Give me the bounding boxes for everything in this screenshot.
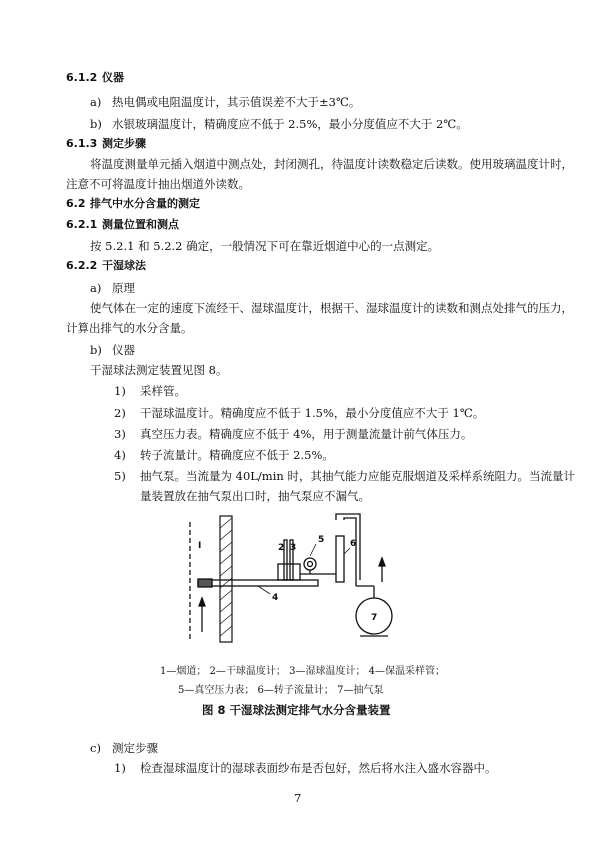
heading-number: 6.2.2	[66, 259, 98, 272]
figure-legend-line-2: 5—真空压力表； 6—转子流量计； 7—抽气泵	[178, 685, 384, 696]
figure-legend-line-1: 1—烟道； 2—干球温度计； 3—湿球温度计； 4—保温采样管；	[160, 666, 445, 677]
heading-number: 6.2	[66, 197, 86, 210]
heading-6-2-1	[66, 217, 179, 233]
heading-number: 6.2.1	[66, 218, 98, 231]
heading-number: 6.1.3	[66, 137, 98, 150]
item-text: 仪器	[112, 343, 135, 357]
item-label: 3)	[114, 427, 126, 441]
device-item-3	[114, 426, 472, 442]
heading-6-1-2	[66, 70, 124, 86]
heading-title: 测量位置和测点	[102, 218, 179, 231]
item-6-1-2-a	[90, 94, 360, 110]
item-label: 1)	[114, 761, 126, 775]
paragraph-line: 将温度测量单元插入烟道中测点处，封闭测孔，待温度计读数稳定后读数。使用玻璃温度计时，	[90, 157, 573, 171]
item-text: 热电偶或电阻温度计，其示值误差不大于±3℃。	[112, 95, 361, 109]
item-text: 原理	[112, 281, 135, 295]
heading-title: 测定步骤	[102, 137, 146, 150]
apparatus-diagram	[178, 510, 438, 660]
item-6-1-2-b	[90, 116, 468, 132]
dry-bulb-thermometer	[284, 540, 287, 580]
paragraph-line: 干湿球法测定装置见图 8。	[90, 363, 228, 377]
rotameter	[336, 536, 344, 582]
heading-number: 6.1.2	[66, 71, 98, 84]
item-text: 转子流量计。精确度应不低于 2.5%。	[140, 448, 334, 462]
figure-label-3: 3	[290, 543, 297, 553]
item-label: a)	[90, 281, 102, 295]
paragraph-line: 使气体在一定的速度下流经干、湿球温度计，根据干、湿球温度计的读数和测点处排气的压力，	[90, 301, 573, 315]
item-label: b)	[90, 343, 102, 357]
figure-label-7: 7	[371, 613, 378, 623]
item-text: 抽气泵。当流量为 40L/min 时，其抽气能力应能克服烟道及采样系统阻力。当流量计	[140, 469, 575, 483]
device-item-5	[114, 468, 575, 484]
figure-label-2: 2	[278, 543, 285, 553]
item-text: 采样管。	[140, 384, 186, 398]
device-item-1	[114, 383, 186, 399]
item-6-2-2-b	[90, 342, 135, 358]
heading-6-2	[66, 196, 200, 212]
figure-caption: 图 8 干湿球法测定排气水分含量装置	[202, 703, 391, 717]
item-label: a)	[90, 95, 102, 109]
paragraph-line: 注意不可将温度计抽出烟道外读数。	[66, 177, 250, 191]
item-text: 检查湿球温度计的湿球表面纱布是否包好，然后将水注入盛水容器中。	[140, 761, 497, 775]
step-1	[114, 760, 497, 776]
item-6-2-2-c	[90, 740, 158, 756]
paragraph-line: 计算出排气的水分含量。	[66, 321, 193, 335]
thermometer-housing	[278, 564, 300, 580]
figure-label-6: 6	[350, 539, 357, 549]
sampling-probe	[198, 580, 318, 586]
figure-label-1: Ⅰ	[198, 541, 202, 551]
wall-hatching	[220, 518, 232, 636]
heading-6-2-2	[66, 258, 146, 274]
paragraph-line: 按 5.2.1 和 5.2.2 确定，一般情况下可在靠近烟道中心的一点测定。	[90, 239, 440, 253]
heading-title: 干湿球法	[102, 259, 146, 272]
heading-6-1-3	[66, 136, 146, 152]
figure-label-5: 5	[318, 535, 325, 545]
item-label: c)	[90, 741, 101, 755]
item-label: 2)	[114, 406, 126, 420]
page-number: 7	[294, 791, 302, 805]
item-text: 干湿球温度计。精确度应不低于 1.5%，最小分度值应不大于 1℃。	[140, 406, 485, 420]
item-label: 5)	[114, 469, 126, 483]
probe-tip	[198, 579, 212, 587]
item-6-2-2-a	[90, 280, 135, 296]
item-label: b)	[90, 117, 102, 131]
heading-title: 仪器	[102, 71, 124, 84]
item-label: 1)	[114, 384, 126, 398]
device-item-2	[114, 405, 484, 421]
heading-title: 排气中水分含量的测定	[90, 197, 200, 210]
item-label: 4)	[114, 448, 126, 462]
item-text: 测定步骤	[112, 741, 158, 755]
vacuum-gauge	[304, 558, 316, 570]
figure-label-4: 4	[272, 593, 279, 603]
item-text: 水银玻璃温度计，精确度应不低于 2.5%，最小分度值应不大于 2℃。	[112, 117, 468, 131]
device-item-4	[114, 447, 334, 463]
item-text: 真空压力表。精确度应不低于 4%，用于测量流量计前气体压力。	[140, 427, 473, 441]
paragraph-line: 量装置放在抽气泵出口时，抽气泵应不漏气。	[140, 489, 370, 503]
